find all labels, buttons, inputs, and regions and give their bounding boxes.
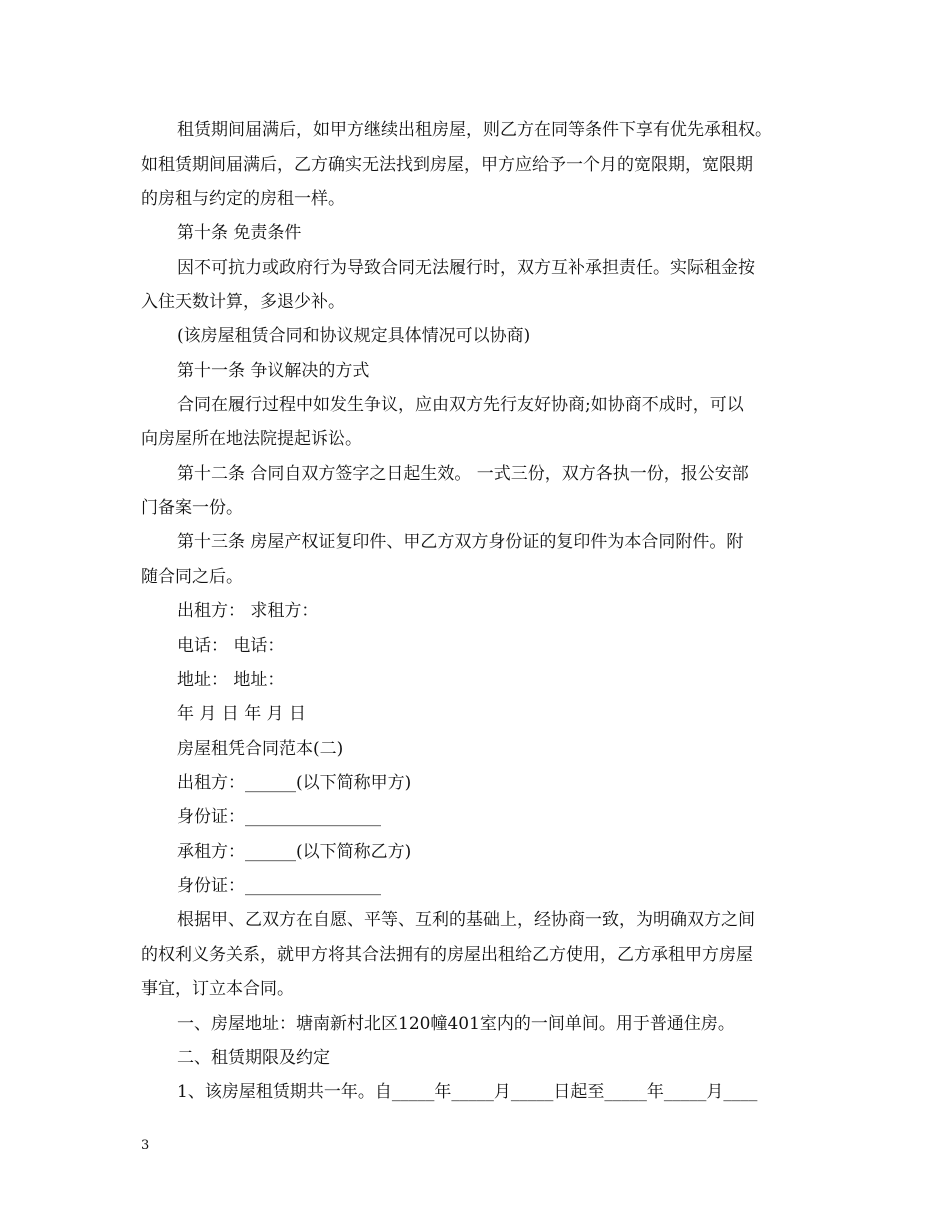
section-title: 房屋租凭合同范本(二) (177, 739, 344, 759)
signature-line: 电话： 电话： (177, 636, 285, 656)
paragraph-line: 的房租与约定的房租一样。 (141, 189, 345, 209)
form-field-line: 身份证：________________ (177, 807, 381, 827)
form-field-line: 承租方：______(以下简称乙方) (177, 842, 412, 862)
paragraph-line: 入住天数计算，多退少补。 (141, 292, 345, 312)
date-line: 年 月 日 年 月 日 (177, 704, 307, 724)
section-heading: 二、租赁期限及约定 (177, 1048, 330, 1068)
paragraph-line: 因不可抗力或政府行为导致合同无法履行时，双方互补承担责任。实际租金按 (177, 258, 755, 278)
paragraph-line: (该房屋租赁合同和协议规定具体情况可以协商) (177, 326, 531, 346)
section-heading: 第十条 免责条件 (177, 223, 302, 243)
paragraph-line: 第十二条 合同自双方签字之日起生效。 一式三份，双方各执一份，报公安部 (177, 464, 749, 484)
paragraph-line: 门备案一份。 (141, 498, 243, 518)
form-field-line: 出租方：______(以下简称甲方) (177, 773, 412, 793)
paragraph-line: 租赁期间届满后，如甲方继续出租房屋，则乙方在同等条件下享有优先承租权。 (177, 120, 772, 140)
section-heading: 第十一条 争议解决的方式 (177, 361, 370, 381)
paragraph-line: 如租赁期间届满后，乙方确实无法找到房屋，甲方应给予一个月的宽限期，宽限期 (141, 155, 753, 175)
paragraph-line: 随合同之后。 (141, 567, 243, 587)
paragraph-line: 根据甲、乙双方在自愿、平等、互利的基础上，经协商一致，为明确双方之间 (177, 910, 755, 930)
form-field-line: 身份证：________________ (177, 876, 381, 896)
paragraph-line: 事宜，订立本合同。 (141, 979, 294, 999)
paragraph-line: 一、房屋地址：塘南新村北区120幢401室内的一间单间。用于普通住房。 (177, 1014, 735, 1034)
paragraph-line: 的权利义务关系，就甲方将其合法拥有的房屋出租给乙方使用，乙方承租甲方房屋 (141, 945, 753, 965)
paragraph-line: 1、该房屋租赁期共一年。自_____年_____月_____日起至_____年_____月____ (177, 1082, 758, 1102)
page-number: 3 (141, 1138, 150, 1153)
paragraph-line: 向房屋所在地法院提起诉讼。 (141, 429, 362, 449)
signature-line: 地址： 地址： (177, 670, 285, 690)
paragraph-line: 合同在履行过程中如发生争议，应由双方先行友好协商;如协商不成时，可以 (177, 395, 744, 415)
signature-line: 出租方： 求租方： (177, 601, 319, 621)
paragraph-line: 第十三条 房屋产权证复印件、甲乙方双方身份证的复印件为本合同附件。附 (177, 532, 744, 552)
